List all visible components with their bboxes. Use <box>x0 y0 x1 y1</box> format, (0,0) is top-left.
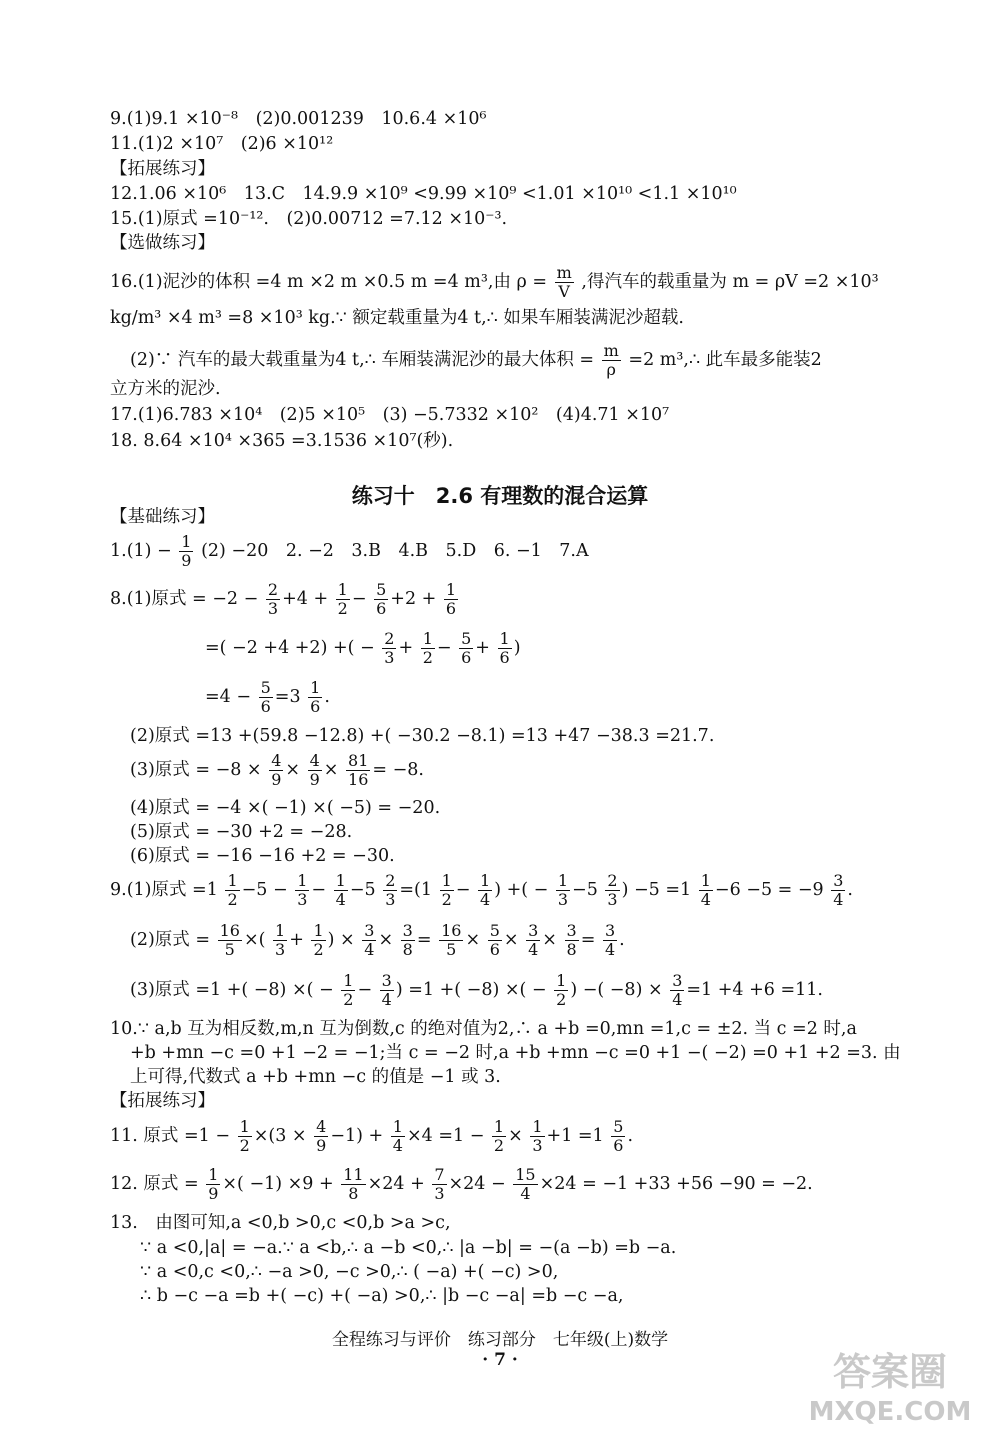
answer-line: 11.(1)2 ×10⁷ (2)6 ×10¹² <box>110 134 334 154</box>
fraction: $\frac{5}{6}$ <box>489 921 500 959</box>
fraction: $\frac{1}{2}$ <box>227 871 238 909</box>
fraction: $\frac{1}{2}$ <box>493 1117 505 1155</box>
answer-line: 13. 由图可知,a <0,b >0,c <0,b >a >c, <box>110 1213 451 1233</box>
text-segment: =4 − <box>205 687 252 707</box>
fraction: $\frac{15}{4}$ <box>515 1165 536 1203</box>
text-segment: 1.(1) − <box>110 541 172 561</box>
text-segment: 8.(1)原式 = −2 − <box>110 589 259 609</box>
answer-line: 12.1.06 ×10⁶ 13.C 14.9.9 ×10⁹ <9.99 ×10⁹ <1.01 ×10¹⁰ <1.1 ×10¹⁰ <box>110 184 737 204</box>
answer-line: ∵ a <0,|a| = −a.∵ a <b,∴ a −b <0,∴ |a −b| = −(a −b) =b −a. <box>140 1238 677 1258</box>
answer-line: 9.(1)9.1 ×10⁻⁸ (2)0.001239 10.6.4 ×10⁶ <box>110 109 487 129</box>
fraction: $\frac{1}{4}$ <box>700 871 711 909</box>
answer-line <box>110 264 879 301</box>
answer-line: =4 − $\frac{5}{6}$ =3 $\frac{1}{6}$ . <box>205 678 330 716</box>
fraction: $\frac{m}{\rho}$ <box>603 341 619 379</box>
text-segment: 9.(1)原式 =1 <box>110 880 218 900</box>
fraction: $\frac{1}{2}$ <box>556 971 567 1009</box>
fraction: $\frac{2}{3}$ <box>267 580 279 618</box>
fraction: $\frac{1}{4}$ <box>335 871 346 909</box>
text-segment: 16.(1)泥沙的体积 =4 m ×2 m ×0.5 m =4 m³,由 ρ = <box>110 272 548 292</box>
fraction: $\frac{1}{2}$ <box>337 580 348 618</box>
text-segment: ,得汽车的载重量为 m = ρV =2 ×10³ <box>581 272 879 292</box>
fraction: $\frac{3}{8}$ <box>402 921 413 959</box>
fraction: $\frac{16}{5}$ <box>219 921 240 959</box>
answer-line: (2)原式 = $\frac{16}{5}$ ×( $\frac{1}{3}$ + $\frac{1}{2}$ ) × $\frac{3}{4}$ × $\frac{3}{8}$ = $\frac{16}{5}$ × $\frac{5}{6}$ × $\frac{3}{4}$ × $\frac{3}{8}$ = $\frac{3}{4}$ . <box>130 921 625 959</box>
answer-line: kg/m³ ×4 m³ =8 ×10³ kg.∵ 额定载重量为4 t,∴ 如果车厢装满泥沙超载. <box>110 308 684 328</box>
fraction: $\frac{1}{2}$ <box>422 629 433 667</box>
fraction: $\frac{2}{3}$ <box>384 629 395 667</box>
answer-line: (5)原式 = −30 +2 = −28. <box>130 822 353 842</box>
watermark-logo <box>800 1340 980 1430</box>
fraction: $\frac{1}{9}$ <box>208 1165 219 1203</box>
answer-line: 8.(1)原式 = −2 − $\frac{2}{3}$ +4 + $\frac{1}{2}$ − $\frac{5}{6}$ +2 + $\frac{1}{6}$ <box>110 580 457 618</box>
answer-line: ∴ b −c −a =b +( −c) +( −a) >0,∴ |b −c −a| =b −c −a, <box>140 1286 624 1306</box>
answer-line: 10.∵ a,b 互为相反数,m,n 互为倒数,c 的绝对值为2,∴ a +b =0,mn =1,c = ±2. 当 c =2 时,a <box>110 1019 857 1039</box>
fraction: $\frac{1}{6}$ <box>445 580 457 618</box>
fraction: $\frac{4}{9}$ <box>309 751 320 789</box>
text-segment: =2 m³,∴ 此车最多能装2 <box>628 350 822 370</box>
answer-line: 15.(1)原式 =10⁻¹². (2)0.00712 =7.12 ×10⁻³. <box>110 209 508 229</box>
fraction: $\frac{11}{8}$ <box>343 1165 364 1203</box>
section-title: 练习十 2.6 有理数的混合运算 <box>351 484 649 508</box>
answer-line <box>110 533 589 570</box>
answer-line: 11. 原式 =1 − $\frac{1}{2}$ ×(3 × $\frac{4}{9}$ −1) + $\frac{1}{4}$ ×4 =1 − $\frac{1}{2}$ × $\frac{1}{3}$ +1 =1 $\frac{5}{6}$ . <box>110 1117 634 1155</box>
fraction: $\frac{3}{8}$ <box>566 921 577 959</box>
svg-text:MXQE.COM: MXQE.COM <box>808 1397 972 1427</box>
answer-line: 9.(1)原式 =1 $\frac{1}{2}$ −5 − $\frac{1}{3}$ − $\frac{1}{4}$ −5 $\frac{2}{3}$ =(1 $\frac{1}{2}$ − $\frac{1}{4}$ ) +( − $\frac{1}{3}$ −5 $\frac{2}{3}$ ) −5 =1 $\frac{1}{4}$ −6 −5 = −9 $\frac{3}{4}$ . <box>110 871 853 909</box>
fraction: $\frac{5}{6}$ <box>376 580 387 618</box>
fraction: $\frac{1}{9}$ <box>181 532 192 570</box>
text-segment: (3)原式 =1 +( −8) ×( − <box>130 980 334 1000</box>
text-segment: 12. 原式 = <box>110 1174 199 1194</box>
fraction: $\frac{16}{5}$ <box>441 921 462 959</box>
section-heading: 【基础练习】 <box>110 507 215 527</box>
fraction: $\frac{1}{4}$ <box>392 1117 403 1155</box>
fraction: $\frac{3}{4}$ <box>381 971 392 1009</box>
answer-line: (3)原式 =1 +( −8) ×( − $\frac{1}{2}$ − $\frac{3}{4}$ ) =1 +( −8) ×( − $\frac{1}{2}$ ) −( −8) × $\frac{3}{4}$ =1 +4 +6 =11. <box>130 971 823 1009</box>
answer-line: 18. 8.64 ×10⁴ ×365 =3.1536 ×10⁷(秒). <box>110 431 454 451</box>
answer-line: (2)原式 =13 +(59.8 −12.8) +( −30.2 −8.1) =13 +47 −38.3 =21.7. <box>130 726 715 746</box>
section-heading: 【选做练习】 <box>110 233 215 253</box>
section-heading: 【拓展练习】 <box>110 1091 215 1111</box>
answer-line: (6)原式 = −16 −16 +2 = −30. <box>130 846 395 866</box>
fraction: $\frac{2}{3}$ <box>607 871 618 909</box>
text-segment: (2)原式 = <box>130 930 211 950</box>
fraction: $\frac{1}{2}$ <box>239 1117 250 1155</box>
fraction: $\frac{5}{6}$ <box>613 1117 624 1155</box>
fraction: $\frac{5}{6}$ <box>461 629 472 667</box>
fraction: $\frac{81}{16}$ <box>348 751 369 789</box>
fraction: $\frac{3}{4}$ <box>672 971 683 1009</box>
svg-text:答案圈: 答案圈 <box>832 1350 948 1394</box>
page-number: · 7 · <box>482 1350 518 1370</box>
answer-line: (3)原式 = −8 × $\frac{4}{9}$ × $\frac{4}{9}$ × $\frac{81}{16}$ = −8. <box>130 751 424 789</box>
fraction: $\frac{3}{4}$ <box>364 921 375 959</box>
fraction: $\frac{3}{4}$ <box>528 921 539 959</box>
fraction: $\frac{1}{3}$ <box>557 871 569 909</box>
fraction: $\frac{1}{2}$ <box>313 921 324 959</box>
text-segment: 11. 原式 =1 − <box>110 1126 230 1146</box>
text-segment: (3)原式 = −8 × <box>130 760 262 780</box>
fraction: $\frac{1}{3}$ <box>275 921 286 959</box>
answer-line: 17.(1)6.783 ×10⁴ (2)5 ×10⁵ (3) −5.7332 ×10² (4)4.71 ×10⁷ <box>110 405 670 425</box>
fraction: $\frac{1}{2}$ <box>343 971 354 1009</box>
fraction: $\frac{2}{3}$ <box>385 871 396 909</box>
fraction: $\frac{7}{3}$ <box>434 1165 445 1203</box>
answer-line: (4)原式 = −4 ×( −1) ×( −5) = −20. <box>130 798 441 818</box>
fraction: $\frac{3}{4}$ <box>604 921 616 959</box>
text-segment: =( −2 +4 +2) +( − <box>205 638 375 658</box>
fraction: $\frac{1}{2}$ <box>441 871 452 909</box>
fraction: $\frac{1}{3}$ <box>532 1117 543 1155</box>
fraction: $\frac{m}{V}$ <box>556 263 572 301</box>
answer-line: 12. 原式 = $\frac{1}{9}$ ×( −1) ×9 + $\frac{11}{8}$ ×24 + $\frac{7}{3}$ ×24 − $\frac{15}{4}$ ×24 = −1 +33 +56 −90 = −2. <box>110 1165 813 1203</box>
answer-line: 上可得,代数式 a +b +mn −c 的值是 −1 或 3. <box>130 1067 501 1087</box>
answer-line: ∵ a <0,c <0,∴ −a >0, −c >0,∴ ( −a) +( −c) >0, <box>140 1262 559 1282</box>
fraction: $\frac{3}{4}$ <box>833 871 844 909</box>
answer-line: 立方米的泥沙. <box>110 379 221 399</box>
fraction: $\frac{1}{6}$ <box>499 629 510 667</box>
section-heading: 【拓展练习】 <box>110 159 215 179</box>
fraction: $\frac{1}{3}$ <box>297 871 308 909</box>
answer-line <box>130 342 822 379</box>
fraction: $\frac{4}{9}$ <box>316 1117 327 1155</box>
fraction: $\frac{1}{4}$ <box>480 871 491 909</box>
text-segment: (2)∵ 汽车的最大载重量为4 t,∴ 车厢装满泥沙的最大体积 = <box>130 350 595 370</box>
footer-title: 全程练习与评价 练习部分 七年级(上)数学 <box>331 1330 669 1350</box>
answer-line: =( −2 +4 +2) +( − $\frac{2}{3}$ + $\frac{1}{2}$ − $\frac{5}{6}$ + $\frac{1}{6}$ ) <box>205 629 521 667</box>
answer-line: +b +mn −c =0 +1 −2 = −1;当 c = −2 时,a +b +mn −c =0 +1 −( −2) =0 +1 +2 =3. 由 <box>130 1043 901 1063</box>
fraction: $\frac{1}{6}$ <box>310 678 321 716</box>
text-segment: (2) −20 2. −2 3.B 4.B 5.D 6. −1 7.A <box>201 541 589 561</box>
fraction: $\frac{5}{6}$ <box>260 678 271 716</box>
fraction: $\frac{4}{9}$ <box>271 751 282 789</box>
